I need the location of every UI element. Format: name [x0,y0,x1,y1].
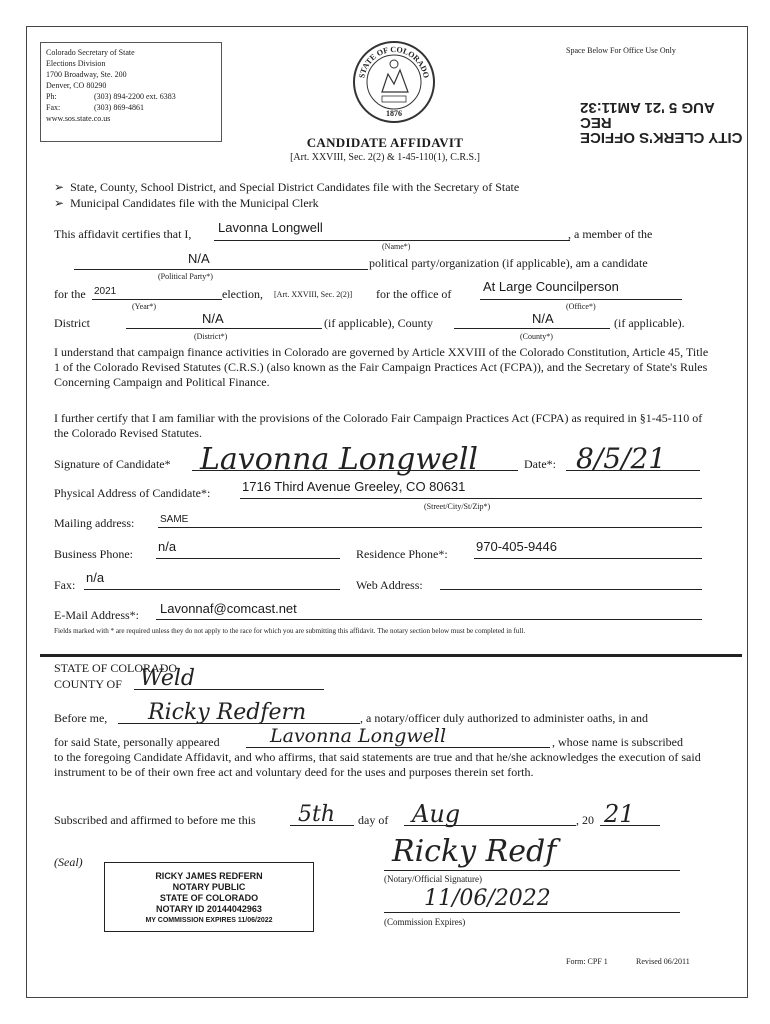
residence-phone-label: Residence Phone*: [356,547,448,561]
member-label: , a member of the [568,227,653,241]
section-divider [40,654,742,657]
physical-address-line [240,498,702,499]
physical-address-field[interactable]: 1716 Third Avenue Greeley, CO 80631 [242,479,466,494]
signature-date[interactable]: 8/5/21 [576,442,667,475]
notary-stamp-line: RICKY JAMES REDFERN [155,871,263,881]
colorado-seal [352,40,436,124]
web-address-label: Web Address: [356,578,423,592]
stamp-line: CITY CLERK'S OFFICE REC [580,114,743,146]
certify-paragraph: I further certify that I am familiar with the provisions of the Colorado Fair Campaign Practices Act (FCPA) as required in §1-45-110 of the Colorado Revised Statutes. [54,411,703,440]
if-applicable-label: (if applicable). [614,316,685,330]
before-me-label: Before me, [54,711,108,725]
sender-line: Denver, CO 80290 [46,81,107,90]
fax-field[interactable]: n/a [86,570,105,585]
office-caption: (Office*) [566,302,596,311]
form-title: CANDIDATE AFFIDAVIT [306,135,464,150]
business-phone-label: Business Phone: [54,547,134,561]
notary-stamp [104,862,314,932]
email-label: E-Mail Address*: [54,608,139,622]
officer-name-field[interactable]: Ricky Redfern [148,700,307,725]
election-label: election, [222,287,263,301]
subscribed-label: Subscribed and affirmed to before me this [54,813,256,827]
county-field[interactable]: N/A [532,311,554,326]
certify-label: This affidavit certifies that I, [54,227,192,241]
appeared-line [246,747,550,748]
office-use-label: Space Below For Office Use Only [566,46,676,55]
year-line [92,299,222,300]
notary-signature-line [384,870,680,871]
residence-phone-field[interactable]: 970-405-9446 [476,539,557,554]
for-the-label: for the [54,287,86,301]
phone-label: Ph: [46,92,57,101]
day-field[interactable]: 5th [298,802,336,827]
party-label: political party/organization (if applicable), am a candidate [369,256,648,270]
business-phone-line [156,558,340,559]
form-border [26,26,748,998]
office-of-label: for the office of [376,287,452,301]
district-field[interactable]: N/A [202,311,224,326]
sender-phone: (303) 894-2200 ext. 6383 [94,92,176,101]
required-fields-note: Fields marked with * are required unless they do not apply to the race for which you are submitting this affidavit. The notary section below must be completed in full. [54,627,526,635]
office-line [480,299,682,300]
signature-label: Signature of Candidate* [54,457,171,471]
notary-stamp-line: NOTARY ID 20144042963 [156,904,262,914]
email-line [156,619,702,620]
district-label: District [54,316,90,330]
month-field[interactable]: Aug [412,800,461,828]
physical-address-label: Physical Address of Candidate*: [54,486,211,500]
statute-paragraph: I understand that campaign finance activities in Colorado are governed by Article XXVIII of the Colorado Constitution, Article 45, Title 1 of the Colorado Revised Statutes (C.R.S.) (also known as the Fair Campaign Practices Act (FCPA)), and the Secretary of State's Rules Concerning Campaign and Political Finance. [54,345,709,389]
day-of-label: day of [358,813,389,827]
seal-label: (Seal) [54,855,83,869]
arrow-bullet-icon: ➢ [54,196,71,210]
commission-caption: (Commission Expires) [384,917,466,927]
seal-year: 1876 [386,109,402,118]
district-line [126,328,322,329]
year-field[interactable]: 2021 [94,286,117,297]
notary-year-field[interactable]: 21 [604,800,635,828]
appeared-name-field[interactable]: Lavonna Longwell [270,725,447,747]
party-caption: (Political Party*) [158,272,213,281]
commission-line [384,912,680,913]
stamp-line: AUG 5 '21 AM11:32 [580,99,715,116]
mailing-address-label: Mailing address: [54,516,135,530]
sender-line: Colorado Secretary of State [46,48,135,57]
commission-expires-field[interactable]: 11/06/2022 [424,886,551,911]
sender-fax: (303) 869-4861 [94,103,144,112]
notary-paragraph: to the foregoing Candidate Affidavit, and who affirms, that said statements are true and that he/she acknowledges the execution of said instrument to be of their own free act and voluntary deed for the uses and purposes therein set forth. [54,750,701,779]
notary-signature[interactable]: Ricky Redf [392,834,557,869]
sender-line: 1700 Broadway, Ste. 200 [46,70,127,79]
fax-line [84,589,340,590]
sender-address-box [40,42,222,142]
county-label: (if applicable), County [324,316,433,330]
officer-suffix: , a notary/officer duly authorized to administer oaths, in and [360,711,649,725]
notary-stamp-line: NOTARY PUBLIC [172,882,246,892]
fax-label: Fax: [54,578,76,592]
physical-address-caption: (Street/City/St/Zip*) [424,502,491,511]
county-caption: (County*) [520,332,553,341]
sender-line: Elections Division [46,59,106,68]
date-label: Date*: [524,457,556,471]
notary-state: STATE OF COLORADO [54,661,178,675]
mailing-address-field[interactable]: SAME [160,514,189,525]
form-number: Form: CPF 1 [566,957,608,966]
year-caption: (Year*) [132,302,157,311]
candidate-name-field[interactable]: Lavonna Longwell [218,220,323,235]
sender-web: www.sos.state.co.us [46,114,111,123]
bullet-item: ➢ Municipal Candidates file with the Municipal Clerk [54,196,319,210]
art-reference: [Art. XXVIII, Sec. 2(2)] [274,290,353,299]
name-line [214,240,570,241]
notary-stamp-line: STATE OF COLORADO [159,893,259,903]
web-address-line [440,589,702,590]
office-field[interactable]: At Large Councilperson [483,279,619,294]
revision-date: Revised 06/2011 [636,957,690,966]
party-field[interactable]: N/A [188,251,210,266]
arrow-bullet-icon: ➢ [54,180,71,194]
candidate-signature[interactable]: Lavonna Longwell [200,442,479,477]
residence-phone-line [474,558,702,559]
notary-signature-caption: (Notary/Official Signature) [384,874,483,884]
bullet-item: ➢ State, County, School District, and Special District Candidates file with the Secretary of State [54,180,520,194]
party-line [74,269,368,270]
county-line [454,328,610,329]
business-phone-field[interactable]: n/a [158,539,177,554]
whose-name-label: , whose name is subscribed [552,735,683,749]
notary-county-field[interactable]: Weld [140,666,195,691]
appeared-label: for said State, personally appeared [54,735,220,749]
mailing-address-line [158,527,702,528]
district-caption: (District*) [194,332,228,341]
year-prefix: , 20 [576,813,594,827]
fax-label: Fax: [46,103,61,112]
notary-county-label: COUNTY OF [54,677,122,691]
notary-stamp-expiry: MY COMMISSION EXPIRES 11/06/2022 [145,917,273,924]
seal-text: STATE OF COLORADO [357,44,431,79]
name-caption: (Name*) [382,242,411,251]
email-field[interactable]: Lavonnaf@comcast.net [160,601,297,616]
form-subtitle: [Art. XXVIII, Sec. 2(2) & 1-45-110(1), C.R.S.] [290,152,480,163]
